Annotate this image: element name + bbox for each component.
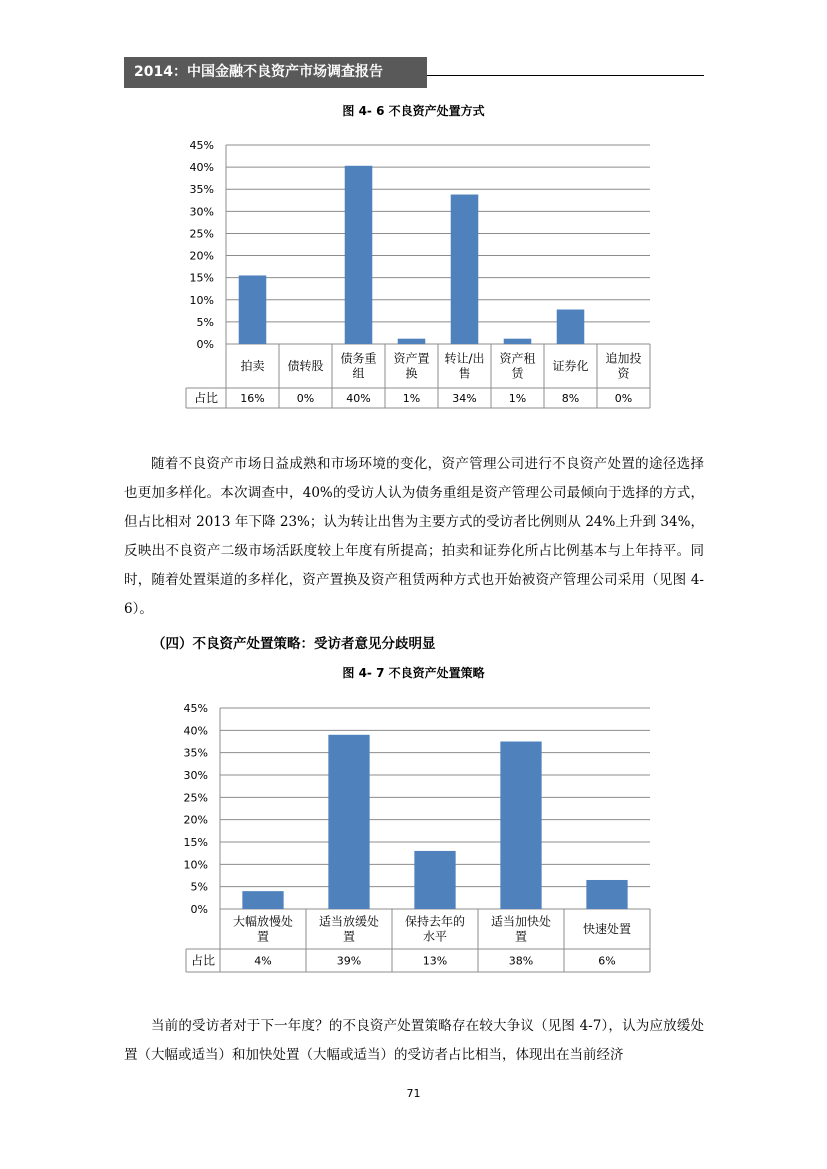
y-tick-label: 40% xyxy=(189,161,214,175)
table-value: 4% xyxy=(254,954,272,968)
y-tick-label: 5% xyxy=(190,880,208,894)
chart-disposal-strategy xyxy=(180,697,660,979)
category-label: 适当加快处置 xyxy=(490,914,552,944)
y-tick-label: 35% xyxy=(189,183,214,197)
bar xyxy=(586,880,627,909)
bar xyxy=(345,166,373,344)
y-tick-label: 25% xyxy=(183,791,208,805)
header-rule xyxy=(427,75,704,76)
y-tick-label: 35% xyxy=(183,746,208,760)
category-label: 快速处置 xyxy=(582,922,632,936)
y-tick-label: 30% xyxy=(189,205,214,219)
table-row-label: 占比 xyxy=(190,953,216,968)
bar xyxy=(451,195,479,344)
y-tick-label: 0% xyxy=(196,338,214,351)
chart-disposal-methods xyxy=(180,135,660,415)
y-tick-label: 30% xyxy=(183,769,208,782)
category-label: 拍卖 xyxy=(240,359,265,373)
table-value: 38% xyxy=(508,954,534,968)
bar xyxy=(328,735,369,909)
y-tick-label: 15% xyxy=(183,836,208,849)
category-label: 资产租赁 xyxy=(499,351,536,381)
table-value: 13% xyxy=(422,954,448,968)
table-row-label: 占比 xyxy=(193,391,219,405)
y-tick-label: 15% xyxy=(189,271,214,285)
table-value: 39% xyxy=(336,954,362,968)
y-tick-label: 5% xyxy=(196,315,214,329)
figure-4-7-title: 图 4- 7 不良资产处置策略 xyxy=(342,666,485,680)
y-tick-label: 10% xyxy=(183,858,208,872)
category-label: 适当放缓处置 xyxy=(318,914,380,944)
category-label: 保持去年的水平 xyxy=(404,914,466,944)
paragraph-disposal-methods: 随着不良资产市场日益成熟和市场环境的变化，资产管理公司进行不良资产处置的途径选择也更加多样化。本次调查中，40%的受访人认为债务重组是资产管理公司最倾向于选择的方式，但占比相对 2013 年下降 23%；认为转让出售为主要方式的受访者比例则从 24%上升到 34%，反映出不良资产二级市场活跃度较上年度有所提高；拍卖和证券化所占比例基本与上年持平。同时，随着处置渠道的多样化，资产置换及资产租赁两种方式也开始被资产管理公司采用（见图 4-6）。 xyxy=(124,456,704,617)
report-header-title: 2014：中国金融不良资产市场调查报告 xyxy=(124,57,427,88)
table-value: 0% xyxy=(614,392,633,405)
table-value: 0% xyxy=(296,392,315,405)
y-tick-label: 10% xyxy=(189,293,214,307)
y-tick-label: 20% xyxy=(189,249,214,263)
y-tick-label: 45% xyxy=(189,139,214,152)
bar xyxy=(239,275,267,344)
category-label: 大幅放慢处置 xyxy=(232,914,294,944)
bar xyxy=(414,851,455,909)
bar xyxy=(242,891,283,909)
y-tick-label: 20% xyxy=(183,813,208,827)
bar xyxy=(500,742,541,910)
table-value: 40% xyxy=(346,392,371,405)
table-value: 8% xyxy=(561,392,580,405)
category-label: 债务重组 xyxy=(340,351,377,381)
gridlines xyxy=(226,145,650,344)
table-value: 6% xyxy=(598,954,616,968)
bar xyxy=(504,339,532,344)
table-value: 16% xyxy=(240,392,265,405)
category-label: 转让/出售 xyxy=(444,351,485,381)
y-tick-label: 40% xyxy=(183,724,208,738)
page-number: 71 xyxy=(406,1087,421,1100)
figure-4-6-title: 图 4- 6 不良资产处置方式 xyxy=(342,104,485,118)
category-label: 证券化 xyxy=(552,359,589,373)
category-label: 资产置换 xyxy=(393,351,430,381)
bar xyxy=(557,310,585,344)
y-tick-label: 45% xyxy=(183,702,208,715)
table-value: 34% xyxy=(452,392,477,405)
table-value: 1% xyxy=(508,392,527,405)
y-tick-label: 25% xyxy=(189,227,214,241)
paragraph-disposal-strategy: 当前的受访者对于下一年度？的不良资产处置策略存在较大争议（见图 4-7），认为应放缓处置（大幅或适当）和加快处置（大幅或适当）的受访者占比相当，体现出在当前经济 xyxy=(124,1018,704,1063)
table-value: 1% xyxy=(402,392,421,405)
category-label: 追加投资 xyxy=(605,351,642,381)
y-tick-label: 0% xyxy=(190,903,208,916)
category-label: 债转股 xyxy=(287,359,324,373)
section-title-disposal-strategy: （四）不良资产处置策略：受访者意见分歧明显 xyxy=(152,636,436,652)
bar xyxy=(398,339,426,344)
